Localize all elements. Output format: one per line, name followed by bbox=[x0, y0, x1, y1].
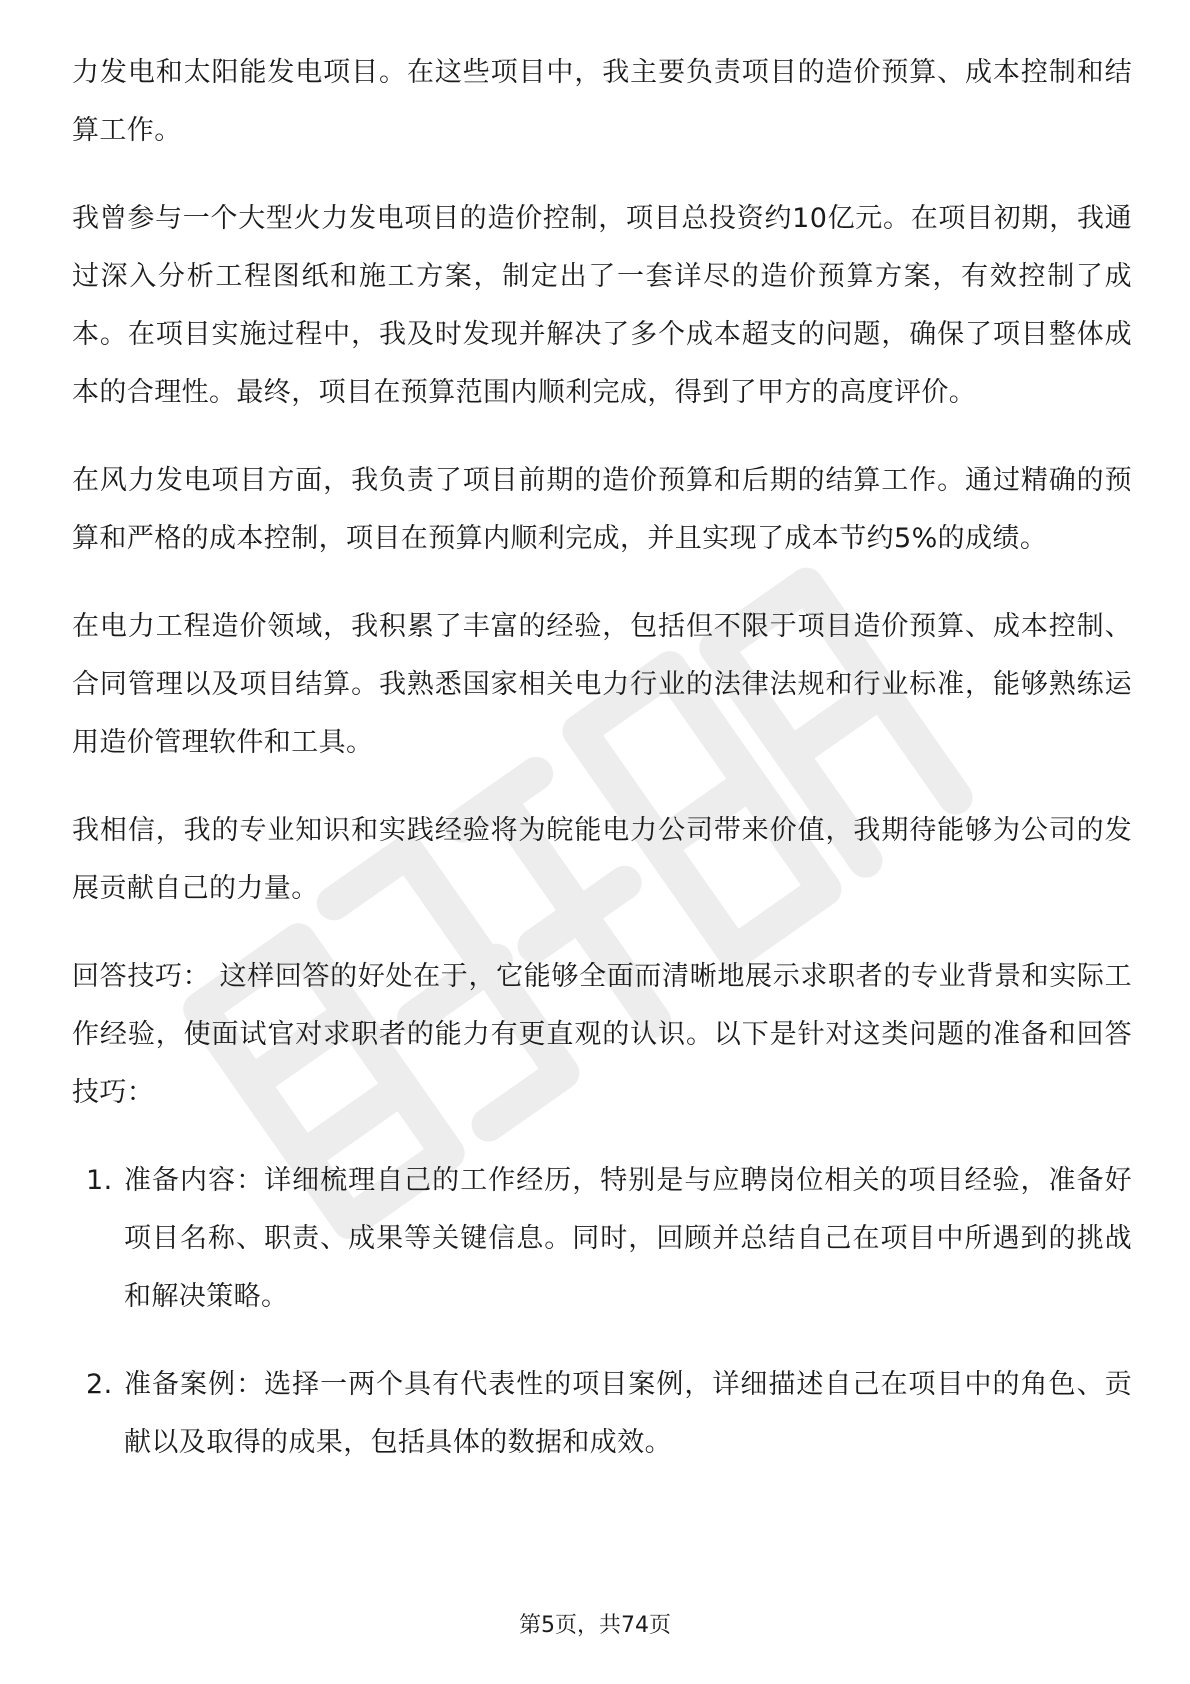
paragraph-4: 在电力工程造价领域，我积累了丰富的经验，包括但不限于项目造价预算、成本控制、合同管理以及项目结算。我熟悉国家相关电力行业的法律法规和行业标准，能够熟练运用造价管理软件和工具。 bbox=[72, 611, 1132, 758]
paragraph-2: 我曾参与一个大型火力发电项目的造价控制，项目总投资约10亿元。在项目初期，我通过深入分析工程图纸和施工方案，制定出了一套详尽的造价预算方案，有效控制了成本。在项目实施过程中，我及时发现并解决了多个成本超支的问题，确保了项目整体成本的合理性。最终，项目在预算范围内顺利完成，得到了甲方的高度评价。 bbox=[72, 203, 1132, 408]
tips-list bbox=[72, 1152, 1132, 1472]
page-footer: 第5页，共74页 bbox=[519, 1613, 671, 1638]
list-item-text: 准备内容：详细梳理自己的工作经历，特别是与应聘岗位相关的项目经验，准备好项目名称、职责、成果等关键信息。同时，回顾并总结自己在项目中所遇到的挑战和解决策略。 bbox=[124, 1165, 1132, 1312]
list-item-number: 2. bbox=[86, 1369, 113, 1400]
list-item bbox=[72, 1152, 1132, 1326]
paragraph-3: 在风力发电项目方面，我负责了项目前期的造价预算和后期的结算工作。通过精确的预算和严格的成本控制，项目在预算内顺利完成，并且实现了成本节约5%的成绩。 bbox=[72, 465, 1132, 554]
paragraph-answer-tips: 回答技巧： 这样回答的好处在于，它能够全面而清晰地展示求职者的专业背景和实际工作经验，使面试官对求职者的能力有更直观的认识。以下是针对这类问题的准备和回答技巧： bbox=[72, 961, 1132, 1108]
list-item bbox=[72, 1356, 1132, 1472]
document-body bbox=[72, 44, 1132, 1502]
list-item-number: 1. bbox=[86, 1165, 113, 1196]
paragraph-5: 我相信，我的专业知识和实践经验将为皖能电力公司带来价值，我期待能够为公司的发展贡献自己的力量。 bbox=[72, 815, 1132, 904]
paragraph-1: 力发电和太阳能发电项目。在这些项目中，我主要负责项目的造价预算、成本控制和结算工作。 bbox=[72, 57, 1132, 146]
list-item-text: 准备案例：选择一两个具有代表性的项目案例，详细描述自己在项目中的角色、贡献以及取得的成果，包括具体的数据和成效。 bbox=[124, 1369, 1132, 1458]
